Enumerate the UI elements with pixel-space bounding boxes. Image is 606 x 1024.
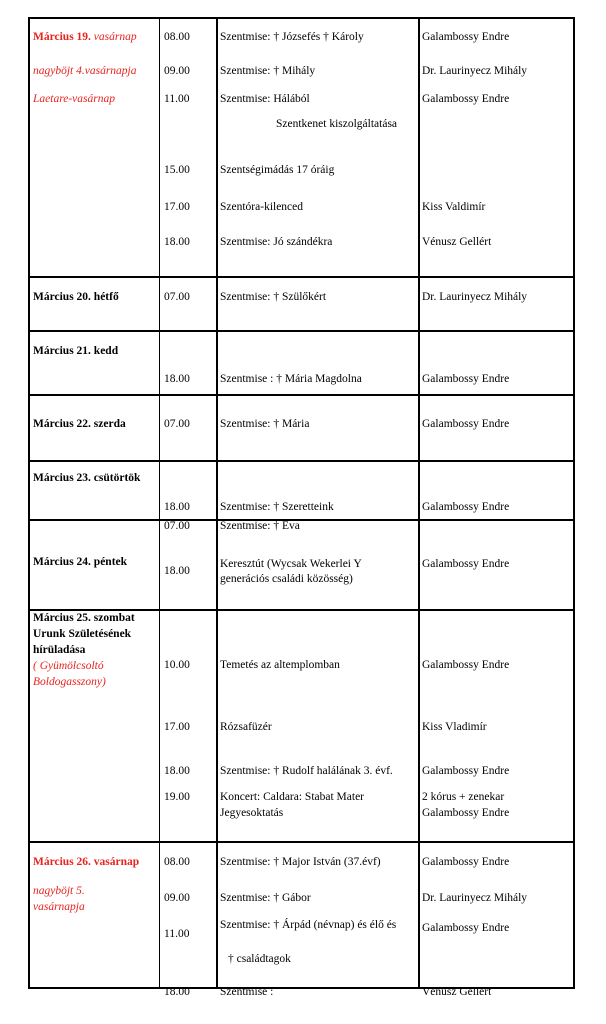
description: Szentmise: Hálából (220, 93, 310, 105)
time: 17.00 (164, 721, 190, 733)
description: Szentmise: † Éva (220, 520, 300, 532)
description: Szentmise: † Gábor (220, 892, 311, 904)
time: 07.00 (164, 418, 190, 430)
time: 09.00 (164, 892, 190, 904)
description: Szentmise: † Mária (220, 418, 310, 430)
time: 11.00 (164, 928, 190, 940)
day-block (30, 394, 573, 462)
day-label: Március 21. kedd (33, 345, 119, 357)
time: 11.00 (164, 93, 190, 105)
priest: Kiss Vladimír (422, 721, 487, 733)
description: Szentmise: † Józsefés † Károly (220, 31, 364, 43)
description-line2: Jegyesoktatás (220, 807, 284, 819)
priest: Galambossy Endre (422, 765, 510, 777)
description: Szentmise: Jó szándékra (220, 236, 333, 248)
day-block (30, 841, 573, 998)
priest: Vénusz Gellért (422, 986, 492, 998)
time: 18.00 (164, 236, 190, 248)
description: Szentmise : † Mária Magdolna (220, 373, 362, 385)
day-label: Március 19. vasárnap (33, 31, 137, 43)
description: Keresztút (Wycsak Wekerlei Y generációs családi közösség) (220, 558, 362, 585)
description-line2: Szentkenet kiszolgáltatása (276, 118, 398, 130)
time: 18.00 (164, 986, 190, 998)
day-label: Urunk Születésének (33, 628, 132, 640)
time: 18.00 (164, 501, 190, 513)
day-sublabel: Boldogasszony) (33, 676, 106, 688)
priest: Dr. Laurinyecz Mihály (422, 291, 528, 303)
time: 09.00 (164, 65, 190, 77)
day-block (30, 19, 573, 278)
description: Szentóra-kilenced (220, 201, 304, 213)
time: 18.00 (164, 373, 190, 385)
priest: Galambossy Endre (422, 922, 510, 934)
day-sublabel: vasárnapja (33, 901, 85, 913)
priest: Galambossy Endre (422, 659, 510, 671)
day-block (30, 519, 573, 611)
day-label: Március 23. csütörtök (33, 472, 141, 484)
description: Szentmise: † Rudolf halálának 3. évf. (220, 765, 393, 777)
priest: Dr. Laurinyecz Mihály (422, 65, 528, 77)
priest: Galambossy Endre (422, 373, 510, 385)
day-sublabel: Laetare-vasárnap (33, 93, 115, 105)
day-sublabel: nagyböjt 5. (33, 885, 85, 897)
priest: Galambossy Endre (422, 418, 510, 430)
description: Szentmise: † Major István (37.évf) (220, 856, 381, 868)
description: Koncert: Caldara: Stabat Mater (220, 791, 365, 803)
priest: Galambossy Endre (422, 31, 510, 43)
day-sublabel: nagyböjt 4.vasárnapja (33, 65, 137, 77)
time: 07.00 (164, 520, 190, 532)
day-block (30, 330, 573, 396)
priest: Galambossy Endre (422, 558, 510, 570)
day-label: hírüladása (33, 644, 86, 656)
description: Rózsafüzér (220, 721, 272, 733)
schedule-table (28, 17, 575, 998)
priest: Dr. Laurinyecz Mihály (422, 892, 528, 904)
description: Szentmise: † Mihály (220, 65, 316, 77)
day-label: Március 20. hétfő (33, 291, 119, 303)
day-label: Március 22. szerda (33, 418, 126, 430)
time: 15.00 (164, 164, 190, 176)
description: Szentmise: † Szeretteink (220, 501, 334, 513)
time: 18.00 (164, 765, 190, 777)
priest: Galambossy Endre (422, 501, 510, 513)
day-label: Március 24. péntek (33, 556, 128, 568)
priest: Galambossy Endre (422, 856, 510, 868)
priest: Vénusz Gellért (422, 236, 492, 248)
day-label: Március 25. szombat (33, 612, 135, 624)
time: 18.00 (164, 565, 190, 577)
time: 10.00 (164, 659, 190, 671)
time: 19.00 (164, 791, 190, 803)
day-block (30, 609, 573, 843)
time: 07.00 (164, 291, 190, 303)
description-line2: † családtagok (228, 953, 291, 965)
time: 08.00 (164, 31, 190, 43)
day-label: Március 26. vasárnap (33, 856, 140, 868)
description: Temetés az altemplomban (220, 659, 340, 671)
day-block (30, 276, 573, 332)
description: Szentmise: † Szülőkért (220, 291, 327, 303)
description: Szentmise: † Árpád (névnap) és élő és (220, 919, 397, 931)
description: Szentségimádás 17 óráig (220, 164, 335, 176)
priest-line2: Galambossy Endre (422, 807, 510, 819)
priest: 2 kórus + zenekar (422, 791, 505, 803)
day-block (30, 460, 573, 521)
description: Szentmise : (220, 986, 274, 998)
time: 08.00 (164, 856, 190, 868)
day-sublabel: ( Gyümölcsoltó (33, 660, 104, 672)
time: 17.00 (164, 201, 190, 213)
priest: Kiss Valdimír (422, 201, 486, 213)
priest: Galambossy Endre (422, 93, 510, 105)
